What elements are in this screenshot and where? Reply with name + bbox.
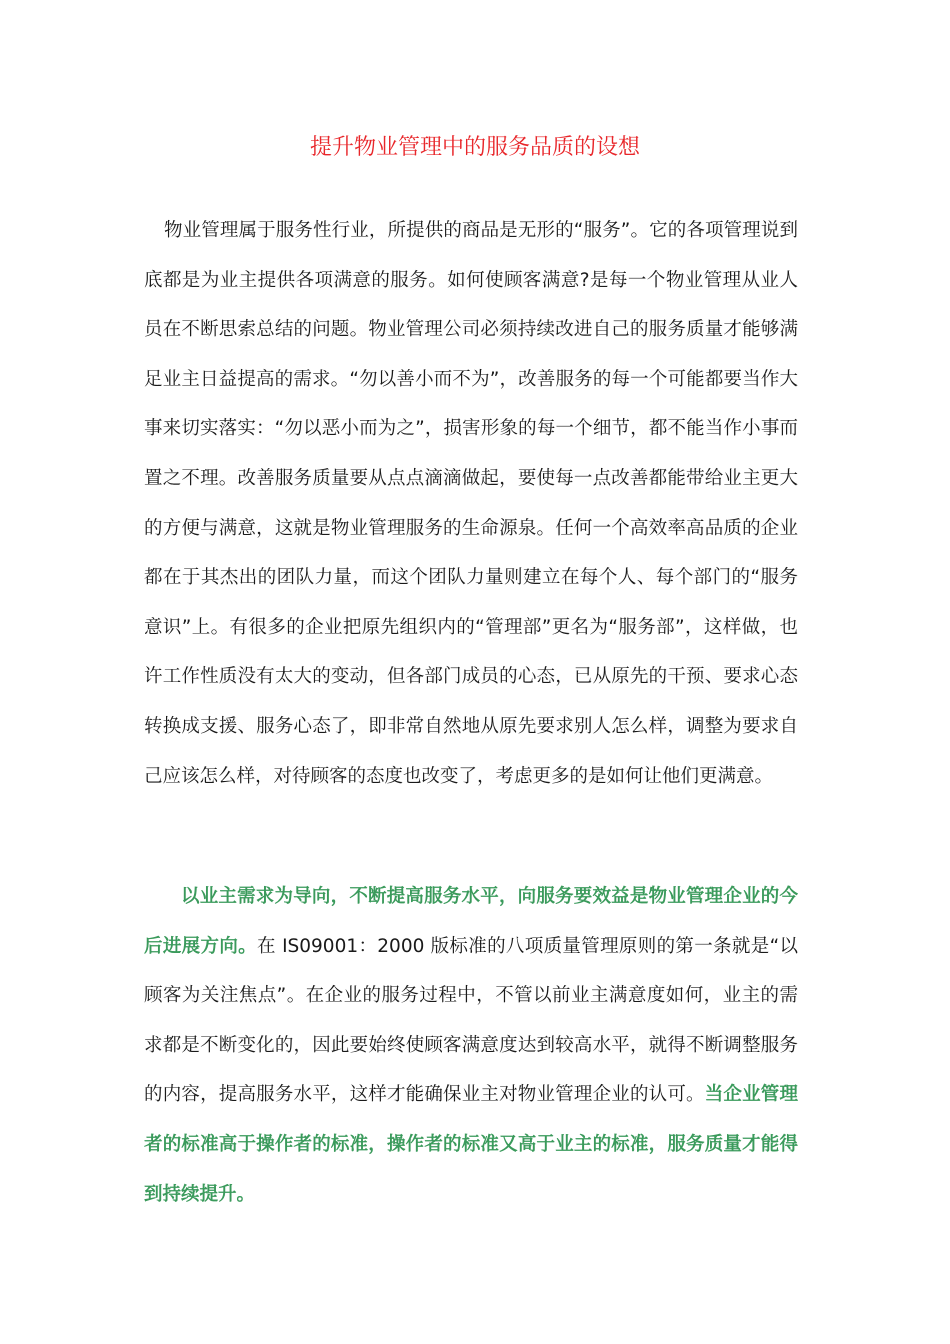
emphasis-tail: 当企业管理者的标准高于操作者的标准，操作者的标准又高于业主的标准，服务质量才能得到持续提升。: [144, 1084, 798, 1205]
paragraph-intro: 物业管理属于服务性行业，所提供的商品是无形的“服务”。它的各项管理说到底都是为业主提供各项满意的服务。如何使顾客满意?是每一个物业管理从业人员在不断思索总结的问题。物业管理公司必须持续改进自己的服务质量才能够满足业主日益提高的需求。“勿以善小而不为”，改善服务的每一个可能都要当作大事来切实落实：“勿以恶小而为之”，损害形象的每一个细节，都不能当作小事而置之不理。改善服务质量要从点点滴滴做起，要使每一点改善都能带给业主更大的方便与满意，这就是物业管理服务的生命源泉。任何一个高效率高品质的企业都在于其杰出的团队力量，而这个团队力量则建立在每个人、每个部门的“服务意识”上。有很多的企业把原先组织内的“管理部”更名为“服务部”，这样做，也许工作性质没有太大的变动，但各部门成员的心态，已从原先的干预、要求心态转换成支援、服务心态了，即非常自然地从原先要求别人怎么样，调整为要求自己应该怎么样，对待顾客的态度也改变了，考虑更多的是如何让他们更满意。: [144, 220, 798, 787]
paragraph-iso: [144, 872, 798, 1219]
emphasis-lead: 以业主需求为导向，不断提高服务水平，向服务要效益是物业管理企业的今后进展方向。: [144, 886, 798, 957]
paragraph-iso-body: 在 IS09001：2000 版标准的八项质量管理原则的第一条就是“以顾客为关注焦点”。在企业的服务过程中，不管以前业主满意度如何，业主的需求都是不断变化的，因此要始终使顾客满意度达到较高水平，就得不断调整服务的内容，提高服务水平，这样才能确保业主对物业管理企业的认可。: [144, 935, 798, 1106]
document-title: 提升物业管理中的服务品质的设想: [309, 135, 640, 160]
